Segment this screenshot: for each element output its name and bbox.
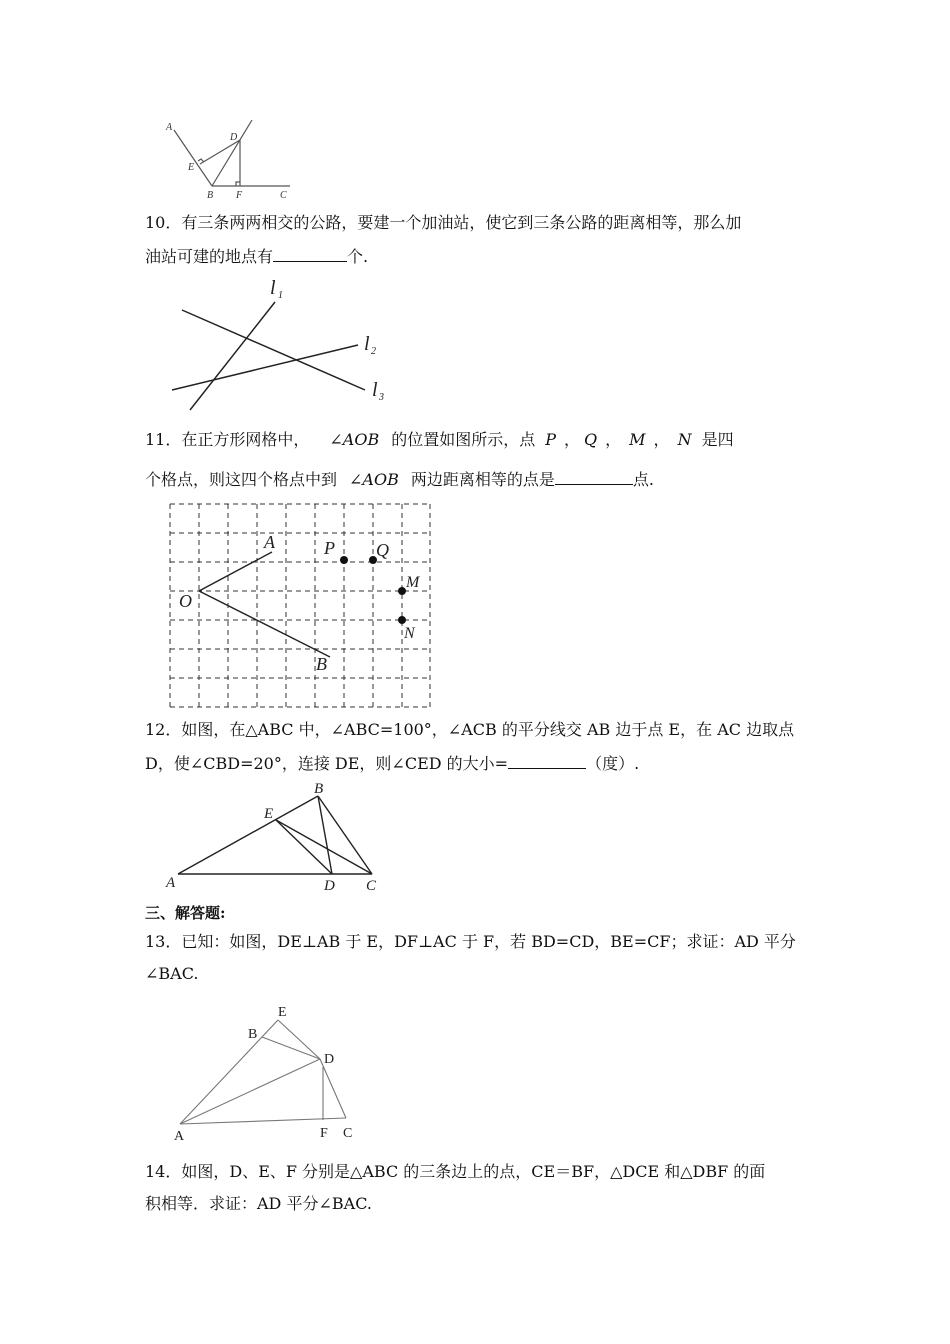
figure-q13 — [168, 1000, 368, 1146]
q11-point-n: N — [677, 430, 692, 449]
q11-angle1: ∠AOB — [329, 430, 380, 449]
point-n — [398, 616, 406, 624]
ray-ob — [199, 591, 330, 657]
ray-oa — [199, 552, 272, 591]
q10-line2 — [145, 245, 368, 267]
q11-line2-a: 个格点，则这四个格点中到 — [145, 470, 338, 489]
label-d: D — [324, 1052, 335, 1067]
q11-answer-blank[interactable] — [555, 468, 633, 485]
q11-line2 — [145, 468, 654, 490]
label-m: M — [406, 574, 420, 591]
line-de — [200, 140, 240, 164]
label-e: E — [188, 162, 195, 173]
segment-ed — [278, 1020, 320, 1059]
figure-q11-grid — [168, 502, 434, 710]
label-d: D — [230, 132, 238, 143]
q11-line1 — [145, 430, 734, 450]
grid-lines — [170, 504, 430, 707]
label-l3: l — [372, 379, 378, 401]
q11-line1-b: 的位置如图所示，点 — [391, 430, 536, 449]
section-title: 三、解答题: — [145, 904, 226, 922]
q11-line1-c: 是四 — [701, 430, 734, 449]
figure-q12 — [160, 778, 390, 894]
q11-point-p: P — [545, 430, 556, 449]
q11-line1-a: 11．在正方形网格中， — [145, 430, 310, 449]
label-c: C — [280, 190, 287, 201]
segment-dc — [320, 1059, 346, 1118]
segment-ad — [180, 1059, 320, 1124]
side-ab — [178, 796, 318, 874]
label-b: B — [314, 781, 324, 797]
q13-line2: ∠BAC. — [145, 964, 199, 983]
label-l3-sub: 3 — [379, 392, 384, 403]
figure-q10 — [160, 272, 400, 414]
label-c: C — [366, 878, 377, 894]
label-e: E — [278, 1005, 287, 1020]
point-m — [398, 587, 406, 595]
label-l1: l — [270, 277, 276, 299]
label-q: Q — [376, 540, 389, 560]
q11-point-q: Q — [584, 430, 598, 449]
label-l2: l — [364, 333, 370, 355]
q12-line2-post: （度）. — [586, 754, 640, 773]
q10-answer-blank[interactable] — [273, 245, 347, 262]
label-f: F — [320, 1126, 328, 1141]
segment-bd — [262, 1037, 320, 1059]
q11-comma-3: ， — [653, 430, 670, 449]
q12-line1: 12．如图，在△ABC 中，∠ABC=100°，∠ACB 的平分线交 AB 边于点 E，在 AC 边取点 — [145, 720, 795, 739]
q10-line1: 10．有三条两两相交的公路，要建一个加油站，使它到三条公路的距离相等，那么加 — [145, 213, 742, 232]
label-a: A — [174, 1129, 185, 1144]
q12-line2-pre: D，使∠CBD=20°，连接 DE，则∠CED 的大小= — [145, 754, 509, 773]
label-c: C — [343, 1126, 353, 1141]
label-b: B — [248, 1027, 258, 1042]
line-ab — [174, 130, 212, 186]
q11-comma-2: ， — [605, 430, 622, 449]
label-f: F — [236, 190, 243, 201]
point-p — [340, 556, 348, 564]
label-n: N — [404, 625, 415, 642]
label-a: A — [166, 122, 173, 133]
label-p: P — [324, 538, 335, 558]
q12-answer-blank[interactable] — [508, 752, 586, 769]
label-b: B — [207, 190, 214, 201]
segment-ac — [180, 1118, 346, 1124]
label-b: B — [316, 654, 327, 674]
q13-line1: 13．已知：如图，DE⊥AB 于 E，DF⊥AC 于 F，若 BD=CD，BE=CF；求证：AD 平分 — [145, 932, 796, 951]
label-a: A — [166, 875, 176, 891]
q11-line2-b: 两边距离相等的点是 — [410, 470, 555, 489]
label-o: O — [179, 591, 192, 611]
q10-line2-pre: 油站可建的地点有 — [145, 247, 274, 266]
q10-line2-post: 个. — [347, 247, 369, 266]
q11-comma-1: ， — [564, 430, 581, 449]
q14-line2: 积相等．求证：AD 平分∠BAC. — [145, 1194, 372, 1213]
q11-point-m: M — [629, 430, 646, 449]
q11-line2-c: 点. — [632, 470, 654, 489]
side-bc — [318, 796, 372, 874]
label-a: A — [264, 532, 275, 552]
line-l2 — [172, 345, 358, 390]
label-d: D — [324, 878, 335, 894]
label-l1-sub: 1 — [278, 290, 283, 301]
segment-ae — [180, 1020, 278, 1124]
q11-angle2: ∠AOB — [349, 470, 399, 489]
line-l1 — [190, 302, 275, 410]
q14-line1: 14．如图，D、E、F 分别是△ABC 的三条边上的点，CE＝BF，△DCE 和△DBF 的面 — [145, 1162, 766, 1181]
figure-q9 — [160, 118, 300, 202]
label-e: E — [264, 806, 274, 822]
q12-line2 — [145, 752, 639, 774]
label-l2-sub: 2 — [371, 346, 376, 357]
